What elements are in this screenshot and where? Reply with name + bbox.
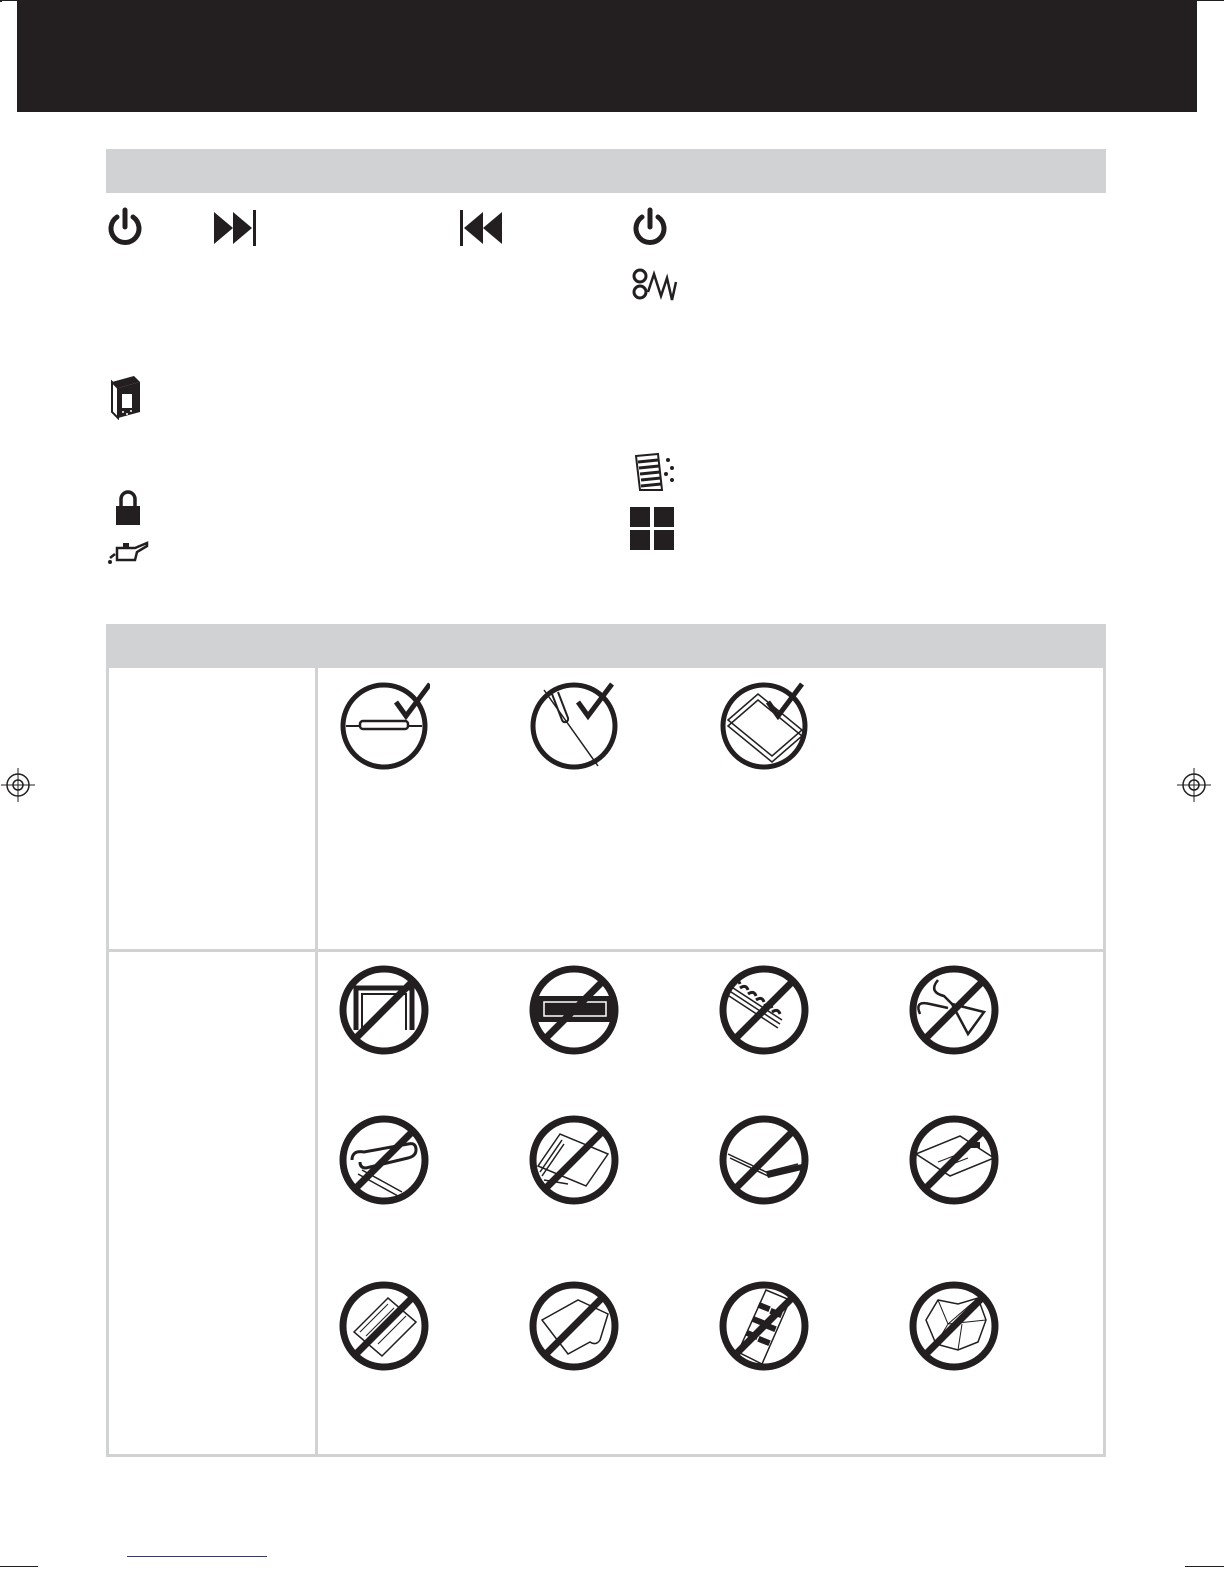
footer-rule (127, 1556, 267, 1557)
registration-mark-right (1177, 768, 1211, 802)
oil-can-icon (107, 540, 149, 566)
wet-paper-icon (632, 450, 676, 492)
section-controls-bar (106, 149, 1106, 193)
no-curled-paper-icon (528, 1280, 620, 1372)
no-labels-icon (718, 1280, 810, 1372)
forward-icon (214, 210, 258, 246)
no-folded-paper-icon (528, 1114, 620, 1206)
power-icon (630, 207, 670, 249)
no-binder-clip-icon (908, 964, 1000, 1056)
no-envelope-icon (908, 1114, 1000, 1206)
section-shreddable-bar (106, 624, 1106, 668)
table-column-divider (315, 668, 318, 1457)
no-large-paper-clip-icon (338, 1114, 430, 1206)
no-stapled-stack-icon (718, 1114, 810, 1206)
page-header-bar (17, 0, 1197, 112)
table-row-divider (106, 949, 1106, 952)
no-transparency-icon (338, 1280, 430, 1372)
no-spiral-binding-icon (718, 964, 810, 1056)
credit-card-ok-icon (718, 680, 810, 772)
no-large-staple-icon (338, 964, 430, 1056)
reverse-icon (458, 210, 502, 246)
auto-start-icon (632, 268, 678, 302)
trim-mark-right-bottom (1185, 1566, 1224, 1567)
paper-clip-ok-icon (528, 680, 620, 772)
no-crumpled-paper-icon (908, 1280, 1000, 1372)
registration-mark-left (1, 768, 35, 802)
bin-full-icon (108, 372, 142, 420)
staple-ok-icon (338, 680, 430, 772)
power-icon (105, 207, 145, 249)
safety-lock-icon (115, 490, 141, 526)
no-tape-icon (528, 964, 620, 1056)
cross-cut-icon (630, 507, 674, 550)
trim-mark-left-bottom (0, 1566, 38, 1567)
